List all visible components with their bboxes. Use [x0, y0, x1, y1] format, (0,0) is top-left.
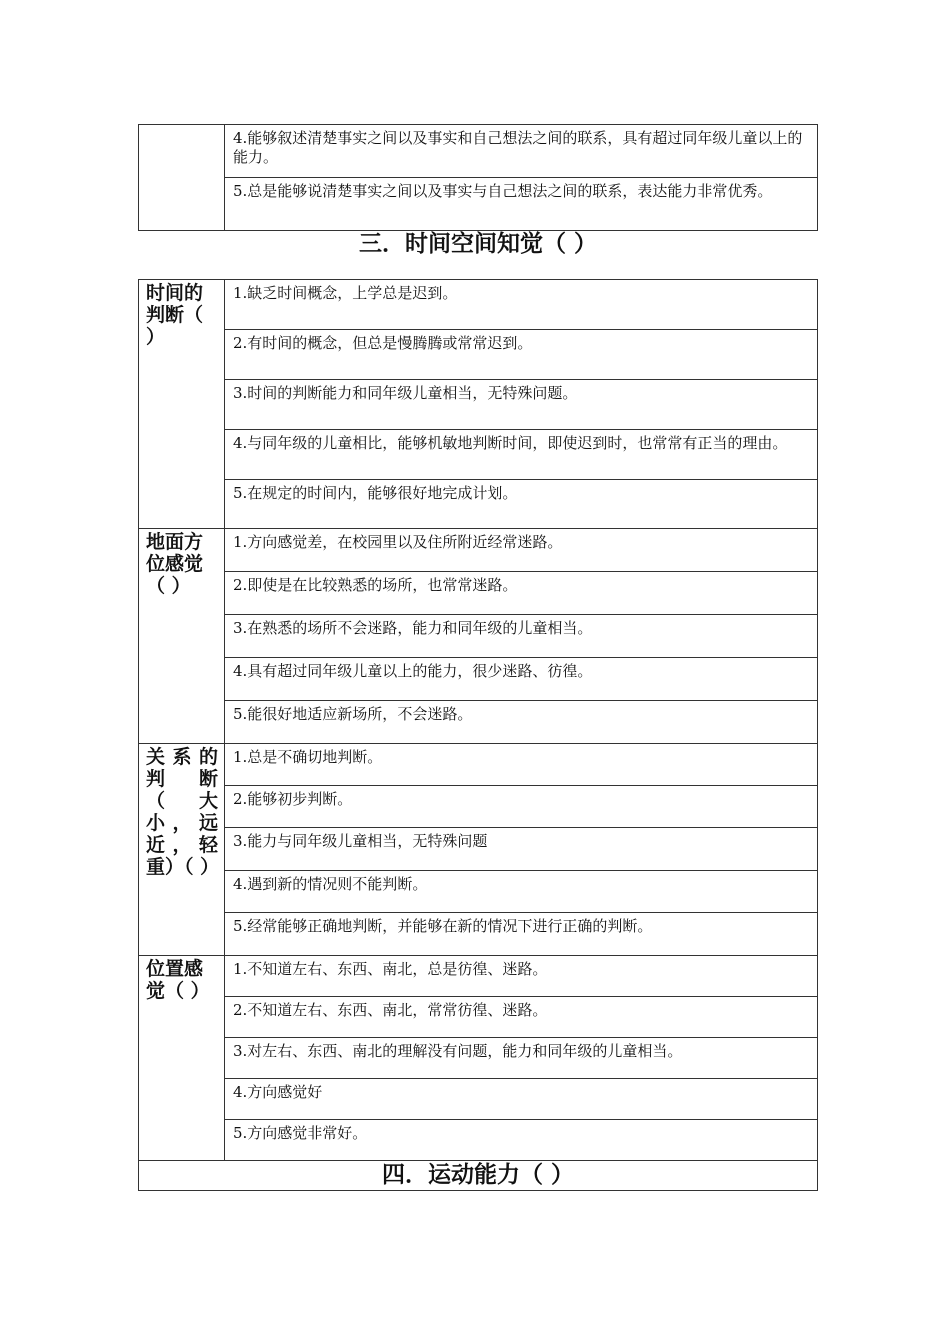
category-label: 位置感觉（ ） — [146, 958, 210, 1002]
item-text: 2.不知道左右、东西、南北，常常彷徨、迷路。 — [233, 1001, 548, 1019]
item-cell — [225, 480, 818, 529]
item-text: 4.与同年级的儿童相比，能够机敏地判断时间，即使迟到时，也常常有正当的理由。 — [233, 434, 788, 452]
item-cell — [225, 430, 818, 480]
item-text: 5.经常能够正确地判断，并能够在新的情况下进行正确的判断。 — [233, 917, 653, 935]
item-text: 1.不知道左右、东西、南北，总是彷徨、迷路。 — [233, 960, 548, 978]
category-relation-judgement — [139, 744, 225, 956]
item-text: 4.具有超过同年级儿童以上的能力，很少迷路、彷徨。 — [233, 662, 593, 680]
section-3-title: 三．时间空间知觉（ ） — [358, 231, 597, 257]
item-text: 5.能很好地适应新场所，不会迷路。 — [233, 705, 473, 723]
item-text: 1.缺乏时间概念，上学总是迟到。 — [233, 284, 458, 302]
item-text: 2.能够初步判断。 — [233, 790, 353, 808]
item-cell — [225, 280, 818, 330]
item-cell — [225, 997, 818, 1038]
item-text: 3.对左右、东西、南北的理解没有问题，能力和同年级的儿童相当。 — [233, 1042, 683, 1060]
section-4-title: 四．运动能力（ ） — [381, 1162, 574, 1188]
category-time-judgement — [139, 280, 225, 529]
item-cell — [225, 615, 818, 658]
item-text: 4.方向感觉好 — [233, 1083, 323, 1101]
category-label: 地面方位感觉（ ） — [146, 531, 204, 597]
item-cell — [225, 701, 818, 744]
item-cell — [225, 744, 818, 786]
category-label: 时间的判断（ ） — [146, 282, 204, 348]
item-text: 1.方向感觉差，在校园里以及住所附近经常迷路。 — [233, 533, 563, 551]
item-cell — [225, 956, 818, 997]
item-text: 2.即使是在比较熟悉的场所，也常常迷路。 — [233, 576, 518, 594]
item-cell — [225, 178, 818, 231]
item-text: 3.能力与同年级儿童相当，无特殊问题 — [233, 832, 488, 850]
item-text: 2.有时间的概念，但总是慢腾腾或常常迟到。 — [233, 334, 533, 352]
category-label: 关系的判断（大小，远近，轻重）（ ） — [146, 746, 220, 878]
item-cell — [225, 330, 818, 380]
item-cell — [225, 1079, 818, 1120]
table-continuation — [138, 124, 818, 231]
item-cell — [225, 828, 818, 871]
category-cell-empty — [139, 125, 225, 231]
item-cell — [225, 572, 818, 615]
item-text: 4.遇到新的情况则不能判断。 — [233, 875, 428, 893]
item-text: 3.在熟悉的场所不会迷路，能力和同年级的儿童相当。 — [233, 619, 593, 637]
item-text: 5.在规定的时间内，能够很好地完成计划。 — [233, 484, 518, 502]
item-cell — [225, 529, 818, 572]
item-cell — [225, 125, 818, 178]
category-ground-direction — [139, 529, 225, 744]
category-position-sense — [139, 956, 225, 1161]
item-cell — [225, 1120, 818, 1161]
item-cell — [225, 913, 818, 956]
item-cell — [225, 1038, 818, 1079]
item-text: 4.能够叙述清楚事实之间以及事实和自己想法之间的联系，具有超过同年级儿童以上的能力。 — [233, 129, 803, 166]
item-text: 5.方向感觉非常好。 — [233, 1124, 368, 1142]
item-text: 1.总是不确切地判断。 — [233, 748, 383, 766]
item-cell — [225, 380, 818, 430]
item-cell — [225, 786, 818, 828]
item-text: 5.总是能够说清楚事实之间以及事实与自己想法之间的联系，表达能力非常优秀。 — [233, 182, 773, 200]
section-4-cell — [139, 1161, 818, 1191]
item-cell — [225, 871, 818, 913]
table-time-space — [138, 279, 818, 1191]
item-cell — [225, 658, 818, 701]
item-text: 3.时间的判断能力和同年级儿童相当，无特殊问题。 — [233, 384, 578, 402]
